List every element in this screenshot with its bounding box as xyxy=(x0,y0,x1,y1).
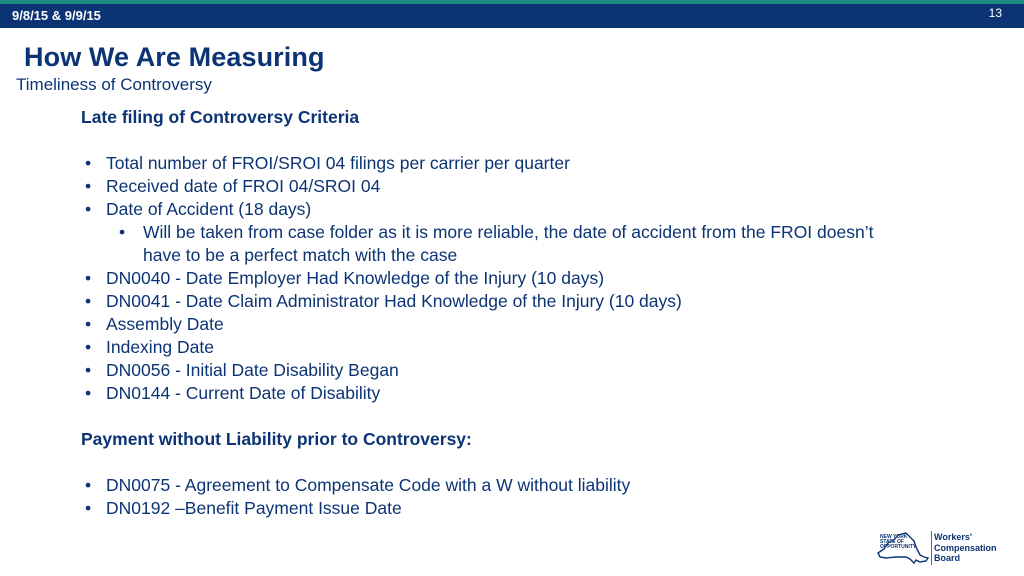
spacer xyxy=(81,129,901,152)
list-item: • Indexing Date xyxy=(81,336,901,359)
list-item: • DN0056 - Initial Date Disability Began xyxy=(81,359,901,382)
logo-state-line: OPPORTUNITY. xyxy=(880,544,917,550)
logo-state-line: NEW YORK xyxy=(880,534,908,540)
section-heading-late-filing: Late filing of Controversy Criteria xyxy=(81,107,360,127)
section-heading-payment: Payment without Liability prior to Controversy: xyxy=(81,429,472,449)
logo-state-text xyxy=(880,535,917,550)
logo-name-line: Board xyxy=(934,553,961,563)
list-item: • DN0192 –Benefit Payment Issue Date xyxy=(81,497,901,520)
list-item: • DN0040 - Date Employer Had Knowledge of the Injury (10 days) xyxy=(81,267,901,290)
list-item: • DN0075 - Agreement to Compensate Code with a W without liability xyxy=(81,474,901,497)
spacer xyxy=(81,405,901,428)
wcb-logo xyxy=(876,529,1006,569)
list-item: • Total number of FROI/SROI 04 filings per carrier per quarter xyxy=(81,152,901,175)
logo-state-line: STATE OF xyxy=(880,539,904,545)
logo-name-line: Workers' xyxy=(934,532,972,542)
spacer xyxy=(81,451,901,474)
list-item: • DN0144 - Current Date of Disability xyxy=(81,382,901,405)
slide-subtitle: Timeliness of Controversy xyxy=(16,75,212,94)
logo-agency-name xyxy=(934,532,1006,564)
sub-list-item: • Will be taken from case folder as it is more reliable, the date of accident from the FROI doesn’t have to be a perfect match with the case xyxy=(81,221,901,267)
slide-title: How We Are Measuring xyxy=(24,42,325,72)
payment-criteria-list xyxy=(81,474,901,520)
list-item: • Date of Accident (18 days) xyxy=(81,198,901,221)
logo-name-line: Compensation xyxy=(934,542,997,553)
list-item: • Assembly Date xyxy=(81,313,901,336)
list-item: • Received date of FROI 04/SROI 04 xyxy=(81,175,901,198)
logo-divider xyxy=(931,531,932,565)
header-date: 9/8/15 & 9/9/15 xyxy=(12,8,101,23)
header-bar xyxy=(0,0,1024,28)
slide-body xyxy=(81,106,901,520)
page-number: 13 xyxy=(988,6,1002,20)
list-item: • DN0041 - Date Claim Administrator Had Knowledge of the Injury (10 days) xyxy=(81,290,901,313)
late-filing-criteria-list xyxy=(81,152,901,405)
